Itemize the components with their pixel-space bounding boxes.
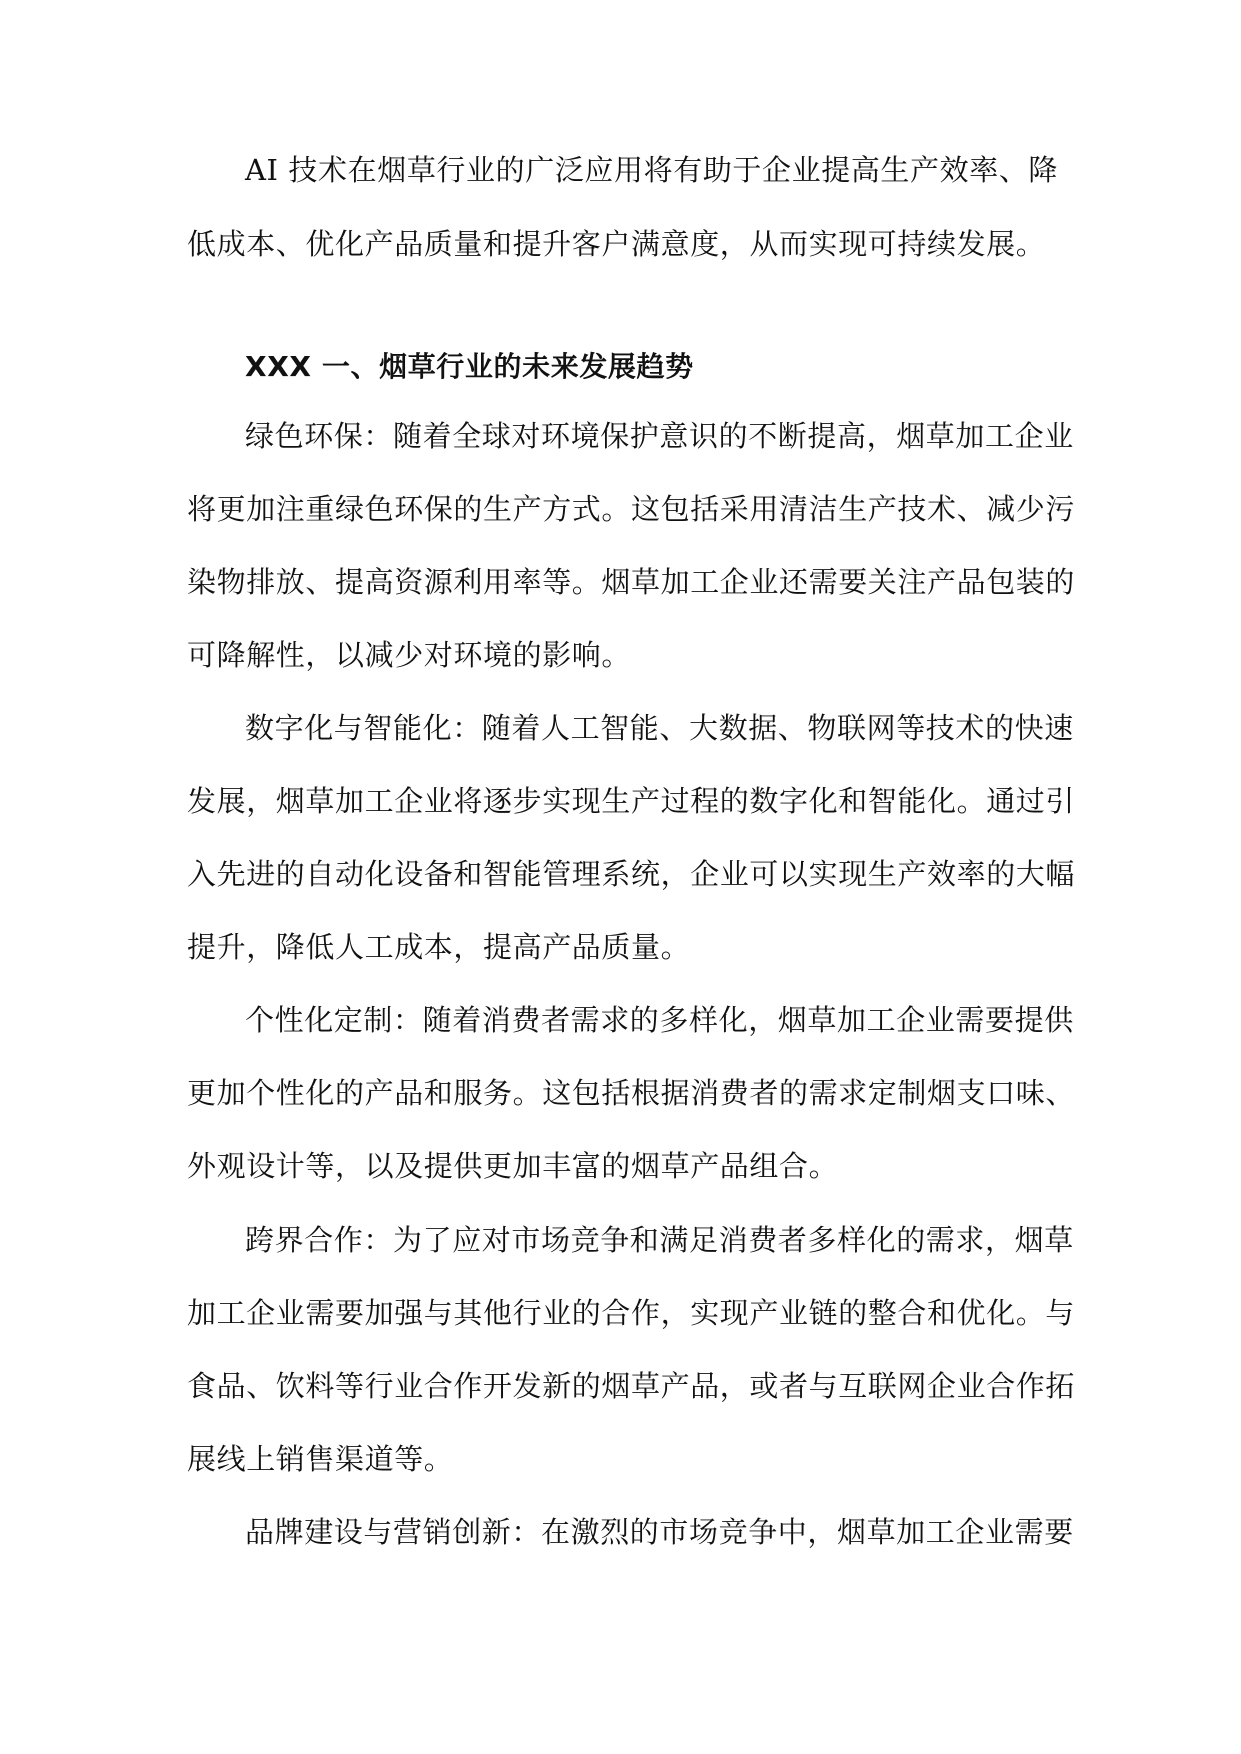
paragraph-line: 发展，烟草加工企业将逐步实现生产过程的数字化和智能化。通过引 <box>187 784 1076 818</box>
paragraph-line: 低成本、优化产品质量和提升客户满意度，从而实现可持续发展。 <box>187 227 1046 261</box>
paragraph-line: 数字化与智能化：随着人工智能、大数据、物联网等技术的快速 <box>245 711 1074 745</box>
paragraph-line: 更加个性化的产品和服务。这包括根据消费者的需求定制烟支口味、 <box>187 1076 1076 1110</box>
paragraph-line: 食品、饮料等行业合作开发新的烟草产品，或者与互联网企业合作拓 <box>187 1369 1076 1403</box>
section-heading: XXX 一、烟草行业的未来发展趋势 <box>245 350 694 383</box>
paragraph-line: 个性化定制：随着消费者需求的多样化，烟草加工企业需要提供 <box>245 1003 1074 1037</box>
paragraph-line: 绿色环保：随着全球对环境保护意识的不断提高，烟草加工企业 <box>245 419 1074 453</box>
paragraph-line: 外观设计等，以及提供更加丰富的烟草产品组合。 <box>187 1149 839 1183</box>
paragraph-line: 染物排放、提高资源利用率等。烟草加工企业还需要关注产品包装的 <box>187 565 1076 599</box>
paragraph-line: 加工企业需要加强与其他行业的合作，实现产业链的整合和优化。与 <box>187 1296 1076 1330</box>
paragraph-line: 将更加注重绿色环保的生产方式。这包括采用清洁生产技术、减少污 <box>187 492 1076 526</box>
paragraph-line: 入先进的自动化设备和智能管理系统，企业可以实现生产效率的大幅 <box>187 857 1076 891</box>
paragraph-line: 展线上销售渠道等。 <box>187 1442 454 1476</box>
paragraph-line: AI 技术在烟草行业的广泛应用将有助于企业提高生产效率、降 <box>245 153 1059 187</box>
paragraph-line: 提升，降低人工成本，提高产品质量。 <box>187 930 691 964</box>
paragraph-line: 可降解性，以减少对环境的影响。 <box>187 638 632 672</box>
paragraph-line: 品牌建设与营销创新：在激烈的市场竞争中，烟草加工企业需要 <box>245 1515 1074 1549</box>
paragraph-line: 跨界合作：为了应对市场竞争和满足消费者多样化的需求，烟草 <box>245 1223 1074 1257</box>
